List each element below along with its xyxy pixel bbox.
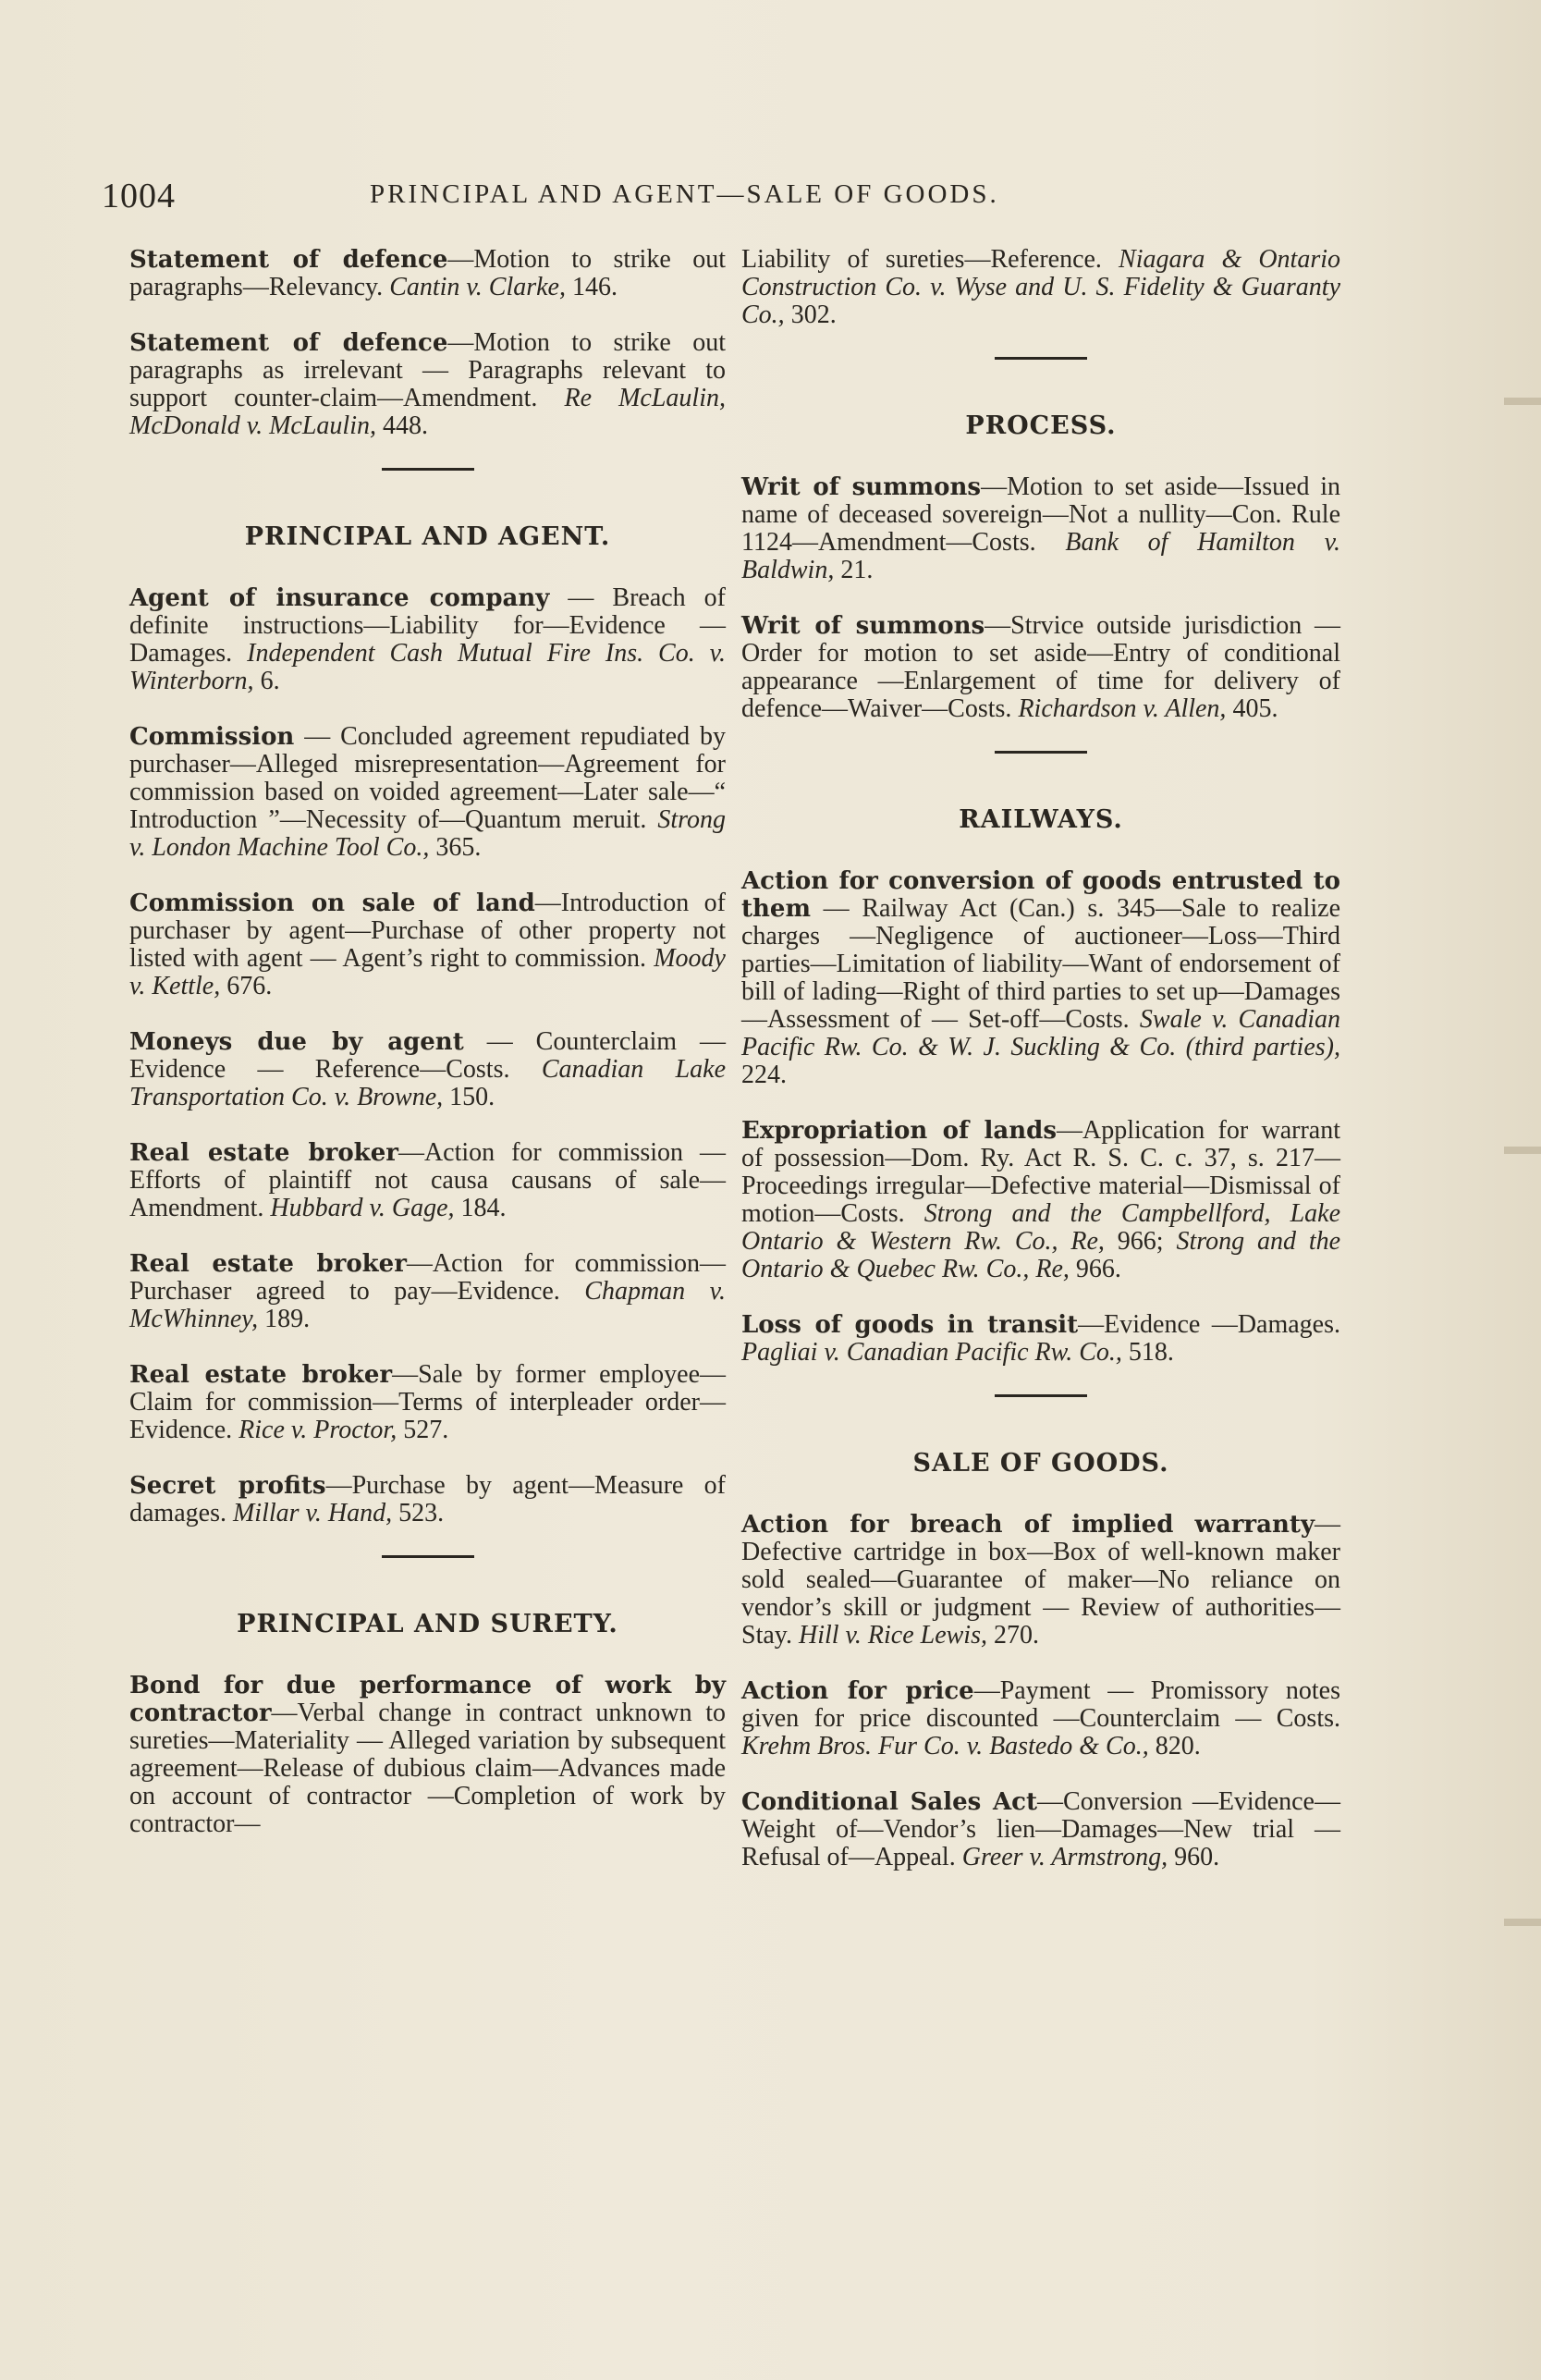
digest-entry: Agent of insurance company — Breach of definite instructions—Liability for—Evidence — Damages. Independent Cash Mutual Fire Ins. Co. v. Winterborn, 6. <box>129 583 727 695</box>
left-column <box>129 246 726 1866</box>
page-edge-tab <box>1504 1147 1541 1154</box>
digest-entry: Action for price—Payment — Promissory notes given for price discounted —Counterclaim — Costs. Krehm Bros. Fur Co. v. Bastedo & Co., 820. <box>741 1676 1340 1760</box>
digest-entry: Commission — Concluded agreement repudiated by purchaser—Alleged misrepresentation—Agreement for commission based on voided agreement—Later sale—“ Introduction ”—Necessity of—Quantum meruit. Strong v. London Machine Tool Co., 365. <box>129 722 726 862</box>
section-title: PRINCIPAL AND SURETY. <box>237 1610 618 1638</box>
page-number: 1004 <box>102 177 176 215</box>
digest-entry: Statement of defence—Motion to strike out paragraphs as irrelevant — Paragraphs relevant to support counter-claim—Amendment. Re McLaulin, McDonald v. McLaulin, 448. <box>129 328 726 440</box>
digest-entry: Conditional Sales Act—Conversion —Evidence—Weight of—Vendor’s lien—Damages—New trial — Refusal of—Appeal. Greer v. Armstrong, 960. <box>741 1787 1340 1871</box>
digest-entry: Moneys due by agent — Counterclaim — Evidence — Reference—Costs. Canadian Lake Transportation Co. v. Browne, 150. <box>129 1027 726 1111</box>
digest-entry: Expropriation of lands—Application for warrant of possession—Dom. Ry. Act R. S. C. c. 37, s. 217—Proceedings irregular—Defective material—Dismissal of motion—Costs. Strong and the Campbellford, Lake Ontario & Western Rw. Co., Re, 966; Strong and the Ontario & Quebec Rw. Co., Re, 966. <box>741 1116 1341 1283</box>
digest-entry: Commission on sale of land—Introduction of purchaser by agent—Purchase of other property not listed with agent — Agent’s right to commission. Moody v. Kettle, 676. <box>129 889 726 1000</box>
digest-entry: Action for conversion of goods entrusted to them — Railway Act (Can.) s. 345—Sale to realize charges —Negligence of auctioneer—Loss—Third parties—Limitation of liability—Want of endorsement of bill of lading—Right of third parties to set up—Damages—Assessment of — Set-off—Costs. Swale v. Canadian Pacific Rw. Co. & W. J. Suckling & Co. (third parties), 224. <box>741 867 1341 1089</box>
section-title: RAILWAYS. <box>959 805 1123 834</box>
page-edge-tab <box>1504 1919 1541 1926</box>
digest-entry: Writ of summons—Strvice outside jurisdiction — Order for motion to set aside—Entry of conditional appearance —Enlargement of time for delivery of defence—Waiver—Costs. Richardson v. Allen, 405. <box>741 611 1340 723</box>
digest-entry: Bond for due performance of work by contractor—Verbal change in contract unknown to sureties—Materiality — Alleged variation by subsequent agreement—Release of dubious claim—Advances made on account of contractor —Completion of work by contractor— <box>129 1672 726 1838</box>
page-edge-tab <box>1504 398 1541 405</box>
running-head: PRINCIPAL AND AGENT—SALE OF GOODS. <box>370 179 999 209</box>
section-divider <box>995 751 1087 754</box>
section-title: PROCESS. <box>965 411 1117 440</box>
right-column <box>741 246 1340 1899</box>
section-divider <box>382 468 474 471</box>
section-divider <box>382 1555 474 1558</box>
digest-entry: Liability of sureties—Reference. Niagara & Ontario Construction Co. v. Wyse and U. S. Fidelity & Guaranty Co., 302. <box>741 245 1340 329</box>
digest-entry: Secret profits—Purchase by agent—Measure of damages. Millar v. Hand, 523. <box>129 1471 726 1527</box>
section-divider <box>995 357 1087 360</box>
section-title: SALE OF GOODS. <box>912 1449 1169 1478</box>
digest-entry: Real estate broker—Action for commission—Purchaser agreed to pay—Evidence. Chapman v. McWhinney, 189. <box>129 1249 726 1333</box>
digest-entry: Loss of goods in transit—Evidence —Damages. Pagliai v. Canadian Pacific Rw. Co., 518. <box>741 1310 1340 1367</box>
section-divider <box>995 1394 1087 1397</box>
digest-entry: Statement of defence—Motion to strike out paragraphs—Relevancy. Cantin v. Clarke, 146. <box>129 245 726 301</box>
digest-entry: Action for breach of implied warranty—Defective cartridge in box—Box of well-known maker sold sealed—Guarantee of maker—No reliance on vendor’s skill or judgment — Review of authorities—Stay. Hill v. Rice Lewis, 270. <box>741 1510 1340 1650</box>
digest-entry: Writ of summons—Motion to set aside—Issued in name of deceased sovereign—Not a nullity—Con. Rule 1124—Amendment—Costs. Bank of Hamilton v. Baldwin, 21. <box>741 472 1340 584</box>
section-title: PRINCIPAL AND AGENT. <box>244 522 611 551</box>
digest-entry: Real estate broker—Action for commission — Efforts of plaintiff not causa causans of sale—Amendment. Hubbard v. Gage, 184. <box>129 1138 726 1222</box>
digest-entry: Real estate broker—Sale by former employee—Claim for commission—Terms of interpleader order—Evidence. Rice v. Proctor, 527. <box>129 1360 727 1444</box>
